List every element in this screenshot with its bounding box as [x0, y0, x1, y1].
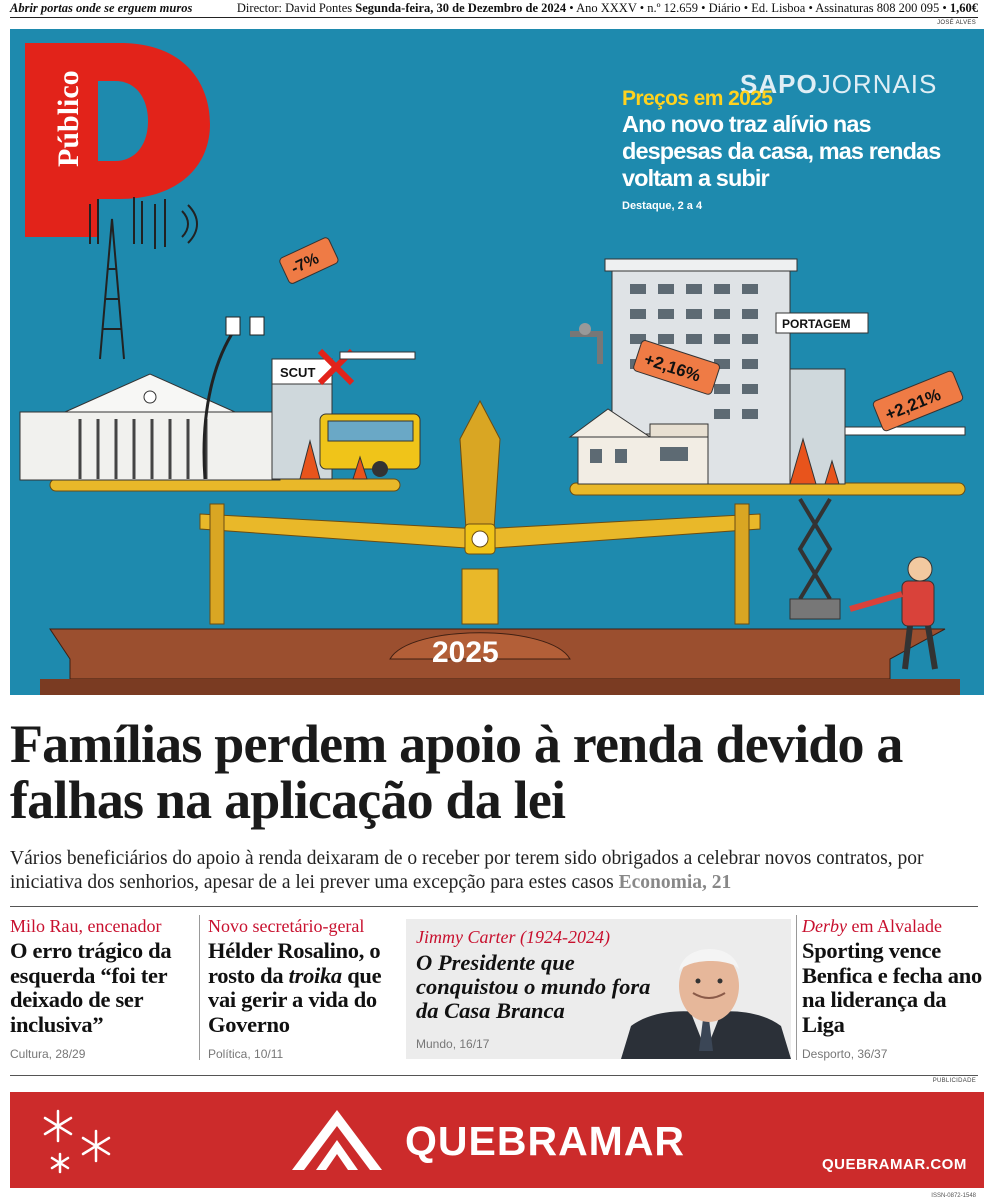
- teaser-section: Mundo, 16/17: [416, 1037, 490, 1051]
- advert-brand: QUEBRAMAR: [405, 1118, 686, 1164]
- svg-text:+2,21%: +2,21%: [882, 384, 944, 425]
- sign-scut: SCUT: [280, 365, 316, 380]
- slogan: Abrir portas onde se erguem muros: [10, 1, 193, 15]
- quebramar-logo-icon: [292, 1110, 382, 1170]
- advert-url[interactable]: QUEBRAMAR.COM: [822, 1156, 967, 1173]
- svg-text:+2,16%: +2,16%: [641, 349, 703, 386]
- teaser-carter[interactable]: [406, 919, 791, 1059]
- advert-label: PUBLICIDADE: [932, 1078, 976, 1084]
- teaser-kicker: Novo secretário-geral: [208, 916, 365, 936]
- publico-logo: [25, 43, 210, 237]
- issue-date: Segunda-feira, 30 de Dezembro de 2024: [355, 1, 567, 15]
- issue-meta: [237, 1, 978, 16]
- teaser-sporting[interactable]: [802, 915, 984, 1067]
- divider: [10, 906, 978, 907]
- teaser-title[interactable]: O Presidente que conquistou o mundo fora da Casa Branca: [416, 950, 651, 1023]
- year-label: 2025: [432, 636, 499, 669]
- antenna: [90, 197, 197, 359]
- tag-plus-221: [872, 370, 964, 432]
- snowflake-icon: [38, 1106, 118, 1176]
- column-divider: [199, 915, 200, 1060]
- tag-minus-7: [279, 236, 340, 284]
- logo-wordmark: Público: [52, 70, 85, 167]
- teaser-rosalino[interactable]: [208, 915, 398, 1067]
- director: Director: David Pontes: [236, 1, 353, 15]
- advert-banner[interactable]: [10, 1092, 984, 1188]
- teaser-title[interactable]: Hélder Rosalino, o rosto da troika que vai gerir a vida do Governo: [208, 938, 382, 1037]
- sapo-watermark: SAPOJORNAIS: [740, 69, 938, 99]
- lead-standfirst: Vários beneficiários do apoio à renda deixaram de o receber por terem sido obrigados a celebrar novos contratos, por iniciativa dos senhorios, apesar de a lei prever uma excepção para estes casos Economia, 21: [10, 848, 924, 893]
- photo-credit: JOSÉ ALVES: [937, 20, 976, 26]
- hero-headline[interactable]: Ano novo traz alívio nas despesas da casa, mas rendas voltam a subir: [622, 111, 941, 191]
- government-building: [20, 374, 280, 480]
- divider: [10, 1075, 978, 1076]
- teaser-section: Desporto, 36/37: [802, 1047, 888, 1061]
- svg-text:-7%: -7%: [288, 250, 322, 278]
- masthead-bar: [10, 0, 978, 18]
- lead-headline[interactable]: Famílias perdem apoio à renda devido a falhas na aplicação da lei: [10, 714, 903, 830]
- lead-section[interactable]: Economia, 21: [618, 872, 732, 893]
- teaser-section: Cultura, 28/29: [10, 1047, 86, 1061]
- issn: ISSN-0872-1548: [931, 1193, 976, 1199]
- teaser-section: Política, 10/11: [208, 1047, 284, 1061]
- teaser-kicker: Jimmy Carter (1924-2024): [416, 927, 610, 947]
- teaser-kicker: Milo Rau, encenador: [10, 916, 162, 936]
- hero-promo[interactable]: [622, 87, 952, 212]
- carter-photo: [621, 931, 791, 1059]
- teaser-title[interactable]: O erro trágico da esquerda “foi ter deixado de ser inclusiva”: [10, 938, 172, 1037]
- issue-details: • Ano XXXV • n.º 12.659 • Diário • Ed. Lisboa • Assinaturas 808 200 095 •: [569, 1, 947, 15]
- hero-kicker: Preços em 2025: [622, 87, 773, 110]
- teaser-title[interactable]: Sporting vence Benfica e fecha ano na liderança da Liga: [802, 938, 982, 1037]
- teaser-milo-rau[interactable]: [10, 915, 192, 1067]
- hero-illustration: [10, 29, 984, 695]
- sign-portagem: PORTAGEM: [782, 317, 851, 331]
- column-divider: [796, 915, 797, 1060]
- price: 1,60€: [949, 1, 978, 15]
- hero-ref: Destaque, 2 a 4: [622, 200, 703, 212]
- teaser-kicker: Derby em Alvalade: [802, 916, 942, 936]
